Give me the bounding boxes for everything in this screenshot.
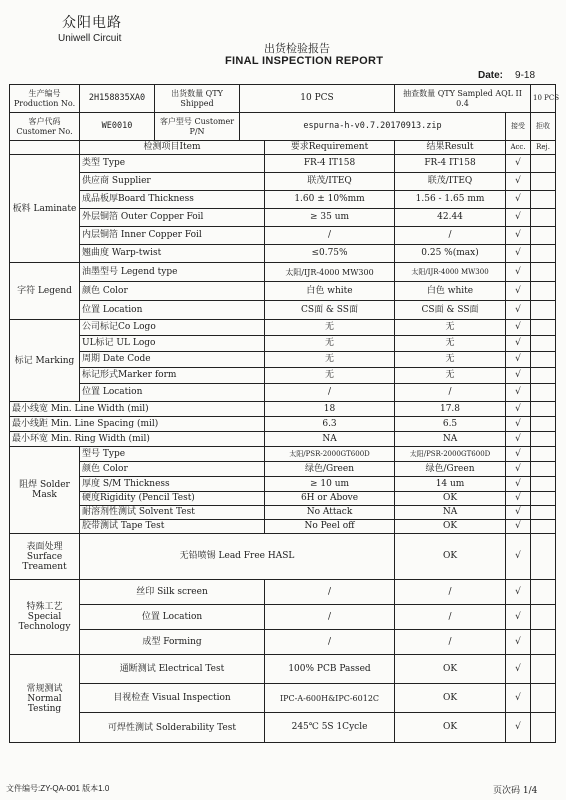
accept-check: √ xyxy=(506,605,531,630)
row-item: 标记形式Marker form xyxy=(80,368,265,384)
col-requirement-header: 要求Requirement xyxy=(265,141,395,155)
row-item: 位置 Location xyxy=(80,605,265,630)
row-result: NA xyxy=(395,506,506,520)
row-requirement: 1.60 ± 10%mm xyxy=(265,191,395,209)
row-result: CS面 & SS面 xyxy=(395,301,506,320)
row-item: 位置 Location xyxy=(80,301,265,320)
row-result: OK xyxy=(395,520,506,534)
accept-check: √ xyxy=(506,209,531,227)
group-surface: 表面处理 Surface Treament xyxy=(10,534,80,580)
accept-check: √ xyxy=(506,655,531,684)
customer-no-label: 客户代码 Customer No. xyxy=(10,113,80,141)
row-requirement: 太阳/IJR-4000 MW300 xyxy=(265,263,395,282)
date-value: 9-18 xyxy=(515,70,536,81)
row-requirement: 6.3 xyxy=(265,417,395,432)
row-requirement: ≥ 35 um xyxy=(265,209,395,227)
row-result: / xyxy=(395,605,506,630)
row-requirement: 245℃ 5S 1Cycle xyxy=(265,713,395,743)
row-requirement: 100% PCB Passed xyxy=(265,655,395,684)
group-special: 特殊工艺 Special Technology xyxy=(10,580,80,655)
row-result: 14 um xyxy=(395,477,506,492)
row-requirement: ≥ 10 um xyxy=(265,477,395,492)
production-no-value: 2H158835XA0 xyxy=(80,85,155,113)
date-label: Date: xyxy=(478,70,504,81)
report-title-en: FINAL INSPECTION REPORT xyxy=(225,55,384,67)
reject-header-cn: 拒收 xyxy=(531,113,556,141)
accept-check: √ xyxy=(506,477,531,492)
accept-check: √ xyxy=(506,384,531,402)
row-result: 绿色/Green xyxy=(395,462,506,477)
accept-check: √ xyxy=(506,713,531,743)
accept-check: √ xyxy=(506,630,531,655)
document-number: 文件编号:ZY-QA-001 版本1.0 xyxy=(6,784,110,793)
row-requirement: 联茂/ITEQ xyxy=(265,173,395,191)
row-item: 最小线距 Min. Line Spacing (mil) xyxy=(10,417,265,432)
row-item: 目视检查 Visual Inspection xyxy=(80,684,265,713)
production-no-label: 生产编号 Production No. xyxy=(10,85,80,113)
accept-check: √ xyxy=(506,191,531,209)
row-item: 成型 Forming xyxy=(80,630,265,655)
row-requirement: NA xyxy=(265,432,395,447)
row-requirement: IPC-A-600H&IPC-6012C xyxy=(265,684,395,713)
row-result: FR-4 IT158 xyxy=(395,155,506,173)
accept-check: √ xyxy=(506,282,531,301)
qty-shipped-label: 出货数量 QTY Shipped xyxy=(155,85,240,113)
row-item: 最小环宽 Min. Ring Width (mil) xyxy=(10,432,265,447)
col-acc-header: Acc. xyxy=(506,141,531,155)
col-result-header: 结果Result xyxy=(395,141,506,155)
accept-check: √ xyxy=(506,580,531,605)
row-requirement: No Attack xyxy=(265,506,395,520)
row-item: 型号 Type xyxy=(80,447,265,462)
row-result: OK xyxy=(395,534,506,580)
customer-no-value: WE0010 xyxy=(80,113,155,141)
row-result: 白色 white xyxy=(395,282,506,301)
row-item: 类型 Type xyxy=(80,155,265,173)
row-requirement: 无铅喷锡 Lead Free HASL xyxy=(80,534,395,580)
accept-check: √ xyxy=(506,352,531,368)
inspection-table xyxy=(9,84,560,743)
accept-check: √ xyxy=(506,245,531,263)
accept-check: √ xyxy=(506,301,531,320)
customer-pn-label: 客户型号 Customer P/N xyxy=(155,113,240,141)
row-requirement: No Peel off xyxy=(265,520,395,534)
row-result: NA xyxy=(395,432,506,447)
row-item: 油墨型号 Legend type xyxy=(80,263,265,282)
row-item: 可焊性测试 Solderability Test xyxy=(80,713,265,743)
group-laminate: 板料 Laminate xyxy=(10,155,80,263)
accept-check: √ xyxy=(506,263,531,282)
row-requirement: 18 xyxy=(265,402,395,417)
row-item: 供应商 Supplier xyxy=(80,173,265,191)
row-result: 无 xyxy=(395,336,506,352)
row-requirement: ≤0.75% xyxy=(265,245,395,263)
row-item: UL标记 UL Logo xyxy=(80,336,265,352)
row-item: 翘曲度 Warp-twist xyxy=(80,245,265,263)
accept-check: √ xyxy=(506,447,531,462)
col-item-header: 检测项目Item xyxy=(80,141,265,155)
row-result: 42.44 xyxy=(395,209,506,227)
group-legend: 字符 Legend xyxy=(10,263,80,320)
row-result: OK xyxy=(395,492,506,506)
row-result: OK xyxy=(395,684,506,713)
row-requirement: / xyxy=(265,384,395,402)
row-requirement: / xyxy=(265,580,395,605)
row-result: 太阳/IJR-4000 MW300 xyxy=(395,263,506,282)
qty-sampled-value: 10 PCS xyxy=(531,85,556,113)
row-item: 位置 Location xyxy=(80,384,265,402)
row-result: / xyxy=(395,227,506,245)
row-item: 周期 Date Code xyxy=(80,352,265,368)
accept-check: √ xyxy=(506,227,531,245)
page-number: 页次码 1/4 xyxy=(493,786,538,796)
accept-header-cn: 接受 xyxy=(506,113,531,141)
accept-check: √ xyxy=(506,368,531,384)
accept-check: √ xyxy=(506,492,531,506)
accept-check: √ xyxy=(506,534,531,580)
row-item: 通断测试 Electrical Test xyxy=(80,655,265,684)
row-requirement: 无 xyxy=(265,368,395,384)
row-item: 外层铜箔 Outer Copper Foil xyxy=(80,209,265,227)
accept-check: √ xyxy=(506,173,531,191)
row-item: 最小线宽 Min. Line Width (mil) xyxy=(10,402,265,417)
col-rej-header: Rej. xyxy=(531,141,556,155)
row-item: 颜色 Color xyxy=(80,282,265,301)
row-item: 成品板厚Board Thickness xyxy=(80,191,265,209)
customer-pn-value: espurna-h-v0.7.20170913.zip xyxy=(240,113,506,141)
row-result: 联茂/ITEQ xyxy=(395,173,506,191)
row-result: 无 xyxy=(395,352,506,368)
row-requirement: FR-4 IT158 xyxy=(265,155,395,173)
accept-check: √ xyxy=(506,462,531,477)
qty-sampled-label: 抽查数量 QTY Sampled AQL II 0.4 xyxy=(395,85,531,113)
row-requirement: 无 xyxy=(265,336,395,352)
accept-check: √ xyxy=(506,432,531,447)
report-title-cn: 出货检验报告 xyxy=(264,42,330,55)
row-result: 1.56 - 1.65 mm xyxy=(395,191,506,209)
accept-check: √ xyxy=(506,320,531,336)
accept-check: √ xyxy=(506,336,531,352)
row-item: 公司标记Co Logo xyxy=(80,320,265,336)
accept-check: √ xyxy=(506,417,531,432)
row-requirement: 6H or Above xyxy=(265,492,395,506)
row-result: / xyxy=(395,580,506,605)
accept-check: √ xyxy=(506,684,531,713)
group-solder-mask: 阻焊 Solder Mask xyxy=(10,447,80,534)
report-date xyxy=(478,70,535,81)
row-result: 6.5 xyxy=(395,417,506,432)
row-item: 颜色 Color xyxy=(80,462,265,477)
row-result: / xyxy=(395,384,506,402)
row-item: 厚度 S/M Thickness xyxy=(80,477,265,492)
row-result: OK xyxy=(395,655,506,684)
row-item: 内层铜箔 Inner Copper Foil xyxy=(80,227,265,245)
row-requirement: 太阳/PSR-2000GT600D xyxy=(265,447,395,462)
row-requirement: 白色 white xyxy=(265,282,395,301)
row-result: 0.25 %(max) xyxy=(395,245,506,263)
row-requirement: 绿色/Green xyxy=(265,462,395,477)
company-name-cn: 众阳电路 xyxy=(62,15,122,31)
accept-check: √ xyxy=(506,506,531,520)
row-item: 丝印 Silk screen xyxy=(80,580,265,605)
row-requirement: CS面 & SS面 xyxy=(265,301,395,320)
row-requirement: 无 xyxy=(265,320,395,336)
accept-check: √ xyxy=(506,155,531,173)
row-requirement: 无 xyxy=(265,352,395,368)
company-name-en: Uniwell Circuit xyxy=(58,33,122,44)
row-requirement: / xyxy=(265,630,395,655)
row-result: / xyxy=(395,630,506,655)
row-requirement: / xyxy=(265,605,395,630)
row-result: 太阳/PSR-2000GT600D xyxy=(395,447,506,462)
row-requirement: / xyxy=(265,227,395,245)
group-normal-testing: 常规测试 Normal Testing xyxy=(10,655,80,743)
accept-check: √ xyxy=(506,520,531,534)
row-item: 耐溶剂性测试 Solvent Test xyxy=(80,506,265,520)
qty-shipped-value: 10 PCS xyxy=(240,85,395,113)
row-result: 17.8 xyxy=(395,402,506,417)
accept-check: √ xyxy=(506,402,531,417)
row-item: 硬度Rigidity (Pencil Test) xyxy=(80,492,265,506)
row-result: OK xyxy=(395,713,506,743)
row-item: 胶带测试 Tape Test xyxy=(80,520,265,534)
row-result: 无 xyxy=(395,368,506,384)
group-marking: 标记 Marking xyxy=(10,320,80,402)
row-result: 无 xyxy=(395,320,506,336)
